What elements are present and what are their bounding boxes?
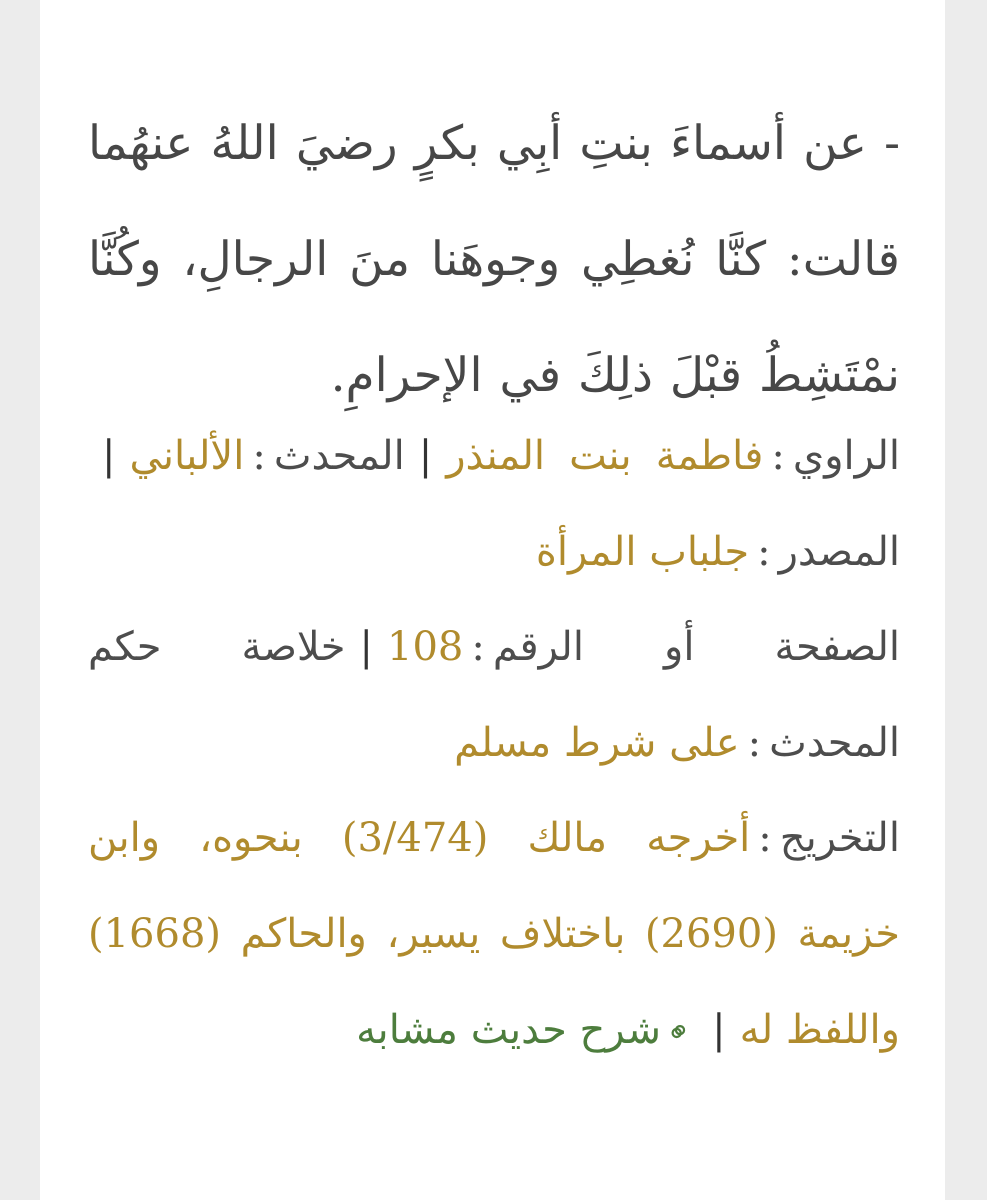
- separator: |: [418, 433, 433, 479]
- colon: :: [758, 815, 772, 861]
- similar-hadith-link[interactable]: شرح حديث مشابه: [356, 1007, 661, 1053]
- ruling-label: خلاصة حكم المحدث: [88, 624, 900, 766]
- colon: :: [471, 624, 485, 670]
- source-link[interactable]: جلباب المرأة: [535, 529, 750, 575]
- hadith-card: [40, 0, 945, 1200]
- takhrij-label: التخريج: [779, 815, 900, 861]
- takhrij-value: أخرجه مالك (3/474) بنحوه، وابن خزيمة (2690) باختلاف يسير، والحاكم (1668) واللفظ له: [88, 815, 900, 1053]
- colon: :: [747, 720, 762, 766]
- narrator-link[interactable]: فاطمة بنت المنذر: [446, 433, 764, 479]
- link-icon[interactable]: ⚭: [658, 1011, 701, 1055]
- hadith-text: - عن أسماءَ بنتِ أبِي بكرٍ رضيَ اللهُ عنهُما قالت: كنَّا نُغطِي وجوهَنا منَ الرجالِ، وكُنَّا نمْتَشِطُ قبْلَ ذلِكَ في الإحرامِ.: [88, 116, 900, 403]
- narrator-label: الراوي: [792, 433, 900, 479]
- muhaddith-label: المحدث: [273, 433, 405, 479]
- colon: :: [757, 529, 771, 575]
- separator: |: [102, 433, 116, 479]
- source-label: المصدر: [778, 529, 900, 575]
- separator: |: [359, 624, 373, 670]
- ruling-value: على شرط مسلم: [454, 720, 740, 766]
- hadith-info-ruling-block: [88, 599, 900, 791]
- right-gutter: [945, 0, 987, 1200]
- left-gutter: [0, 0, 40, 1200]
- muhaddith-link[interactable]: الألباني: [129, 433, 245, 479]
- hadith-info-takhrij-block: [88, 790, 900, 1081]
- hadith-info-narrator-block: [88, 408, 900, 600]
- page-number: 108: [387, 624, 464, 670]
- colon: :: [252, 433, 266, 479]
- separator: |: [712, 1007, 726, 1053]
- page-label: الصفحة أو الرقم: [492, 624, 901, 670]
- colon: :: [771, 433, 785, 479]
